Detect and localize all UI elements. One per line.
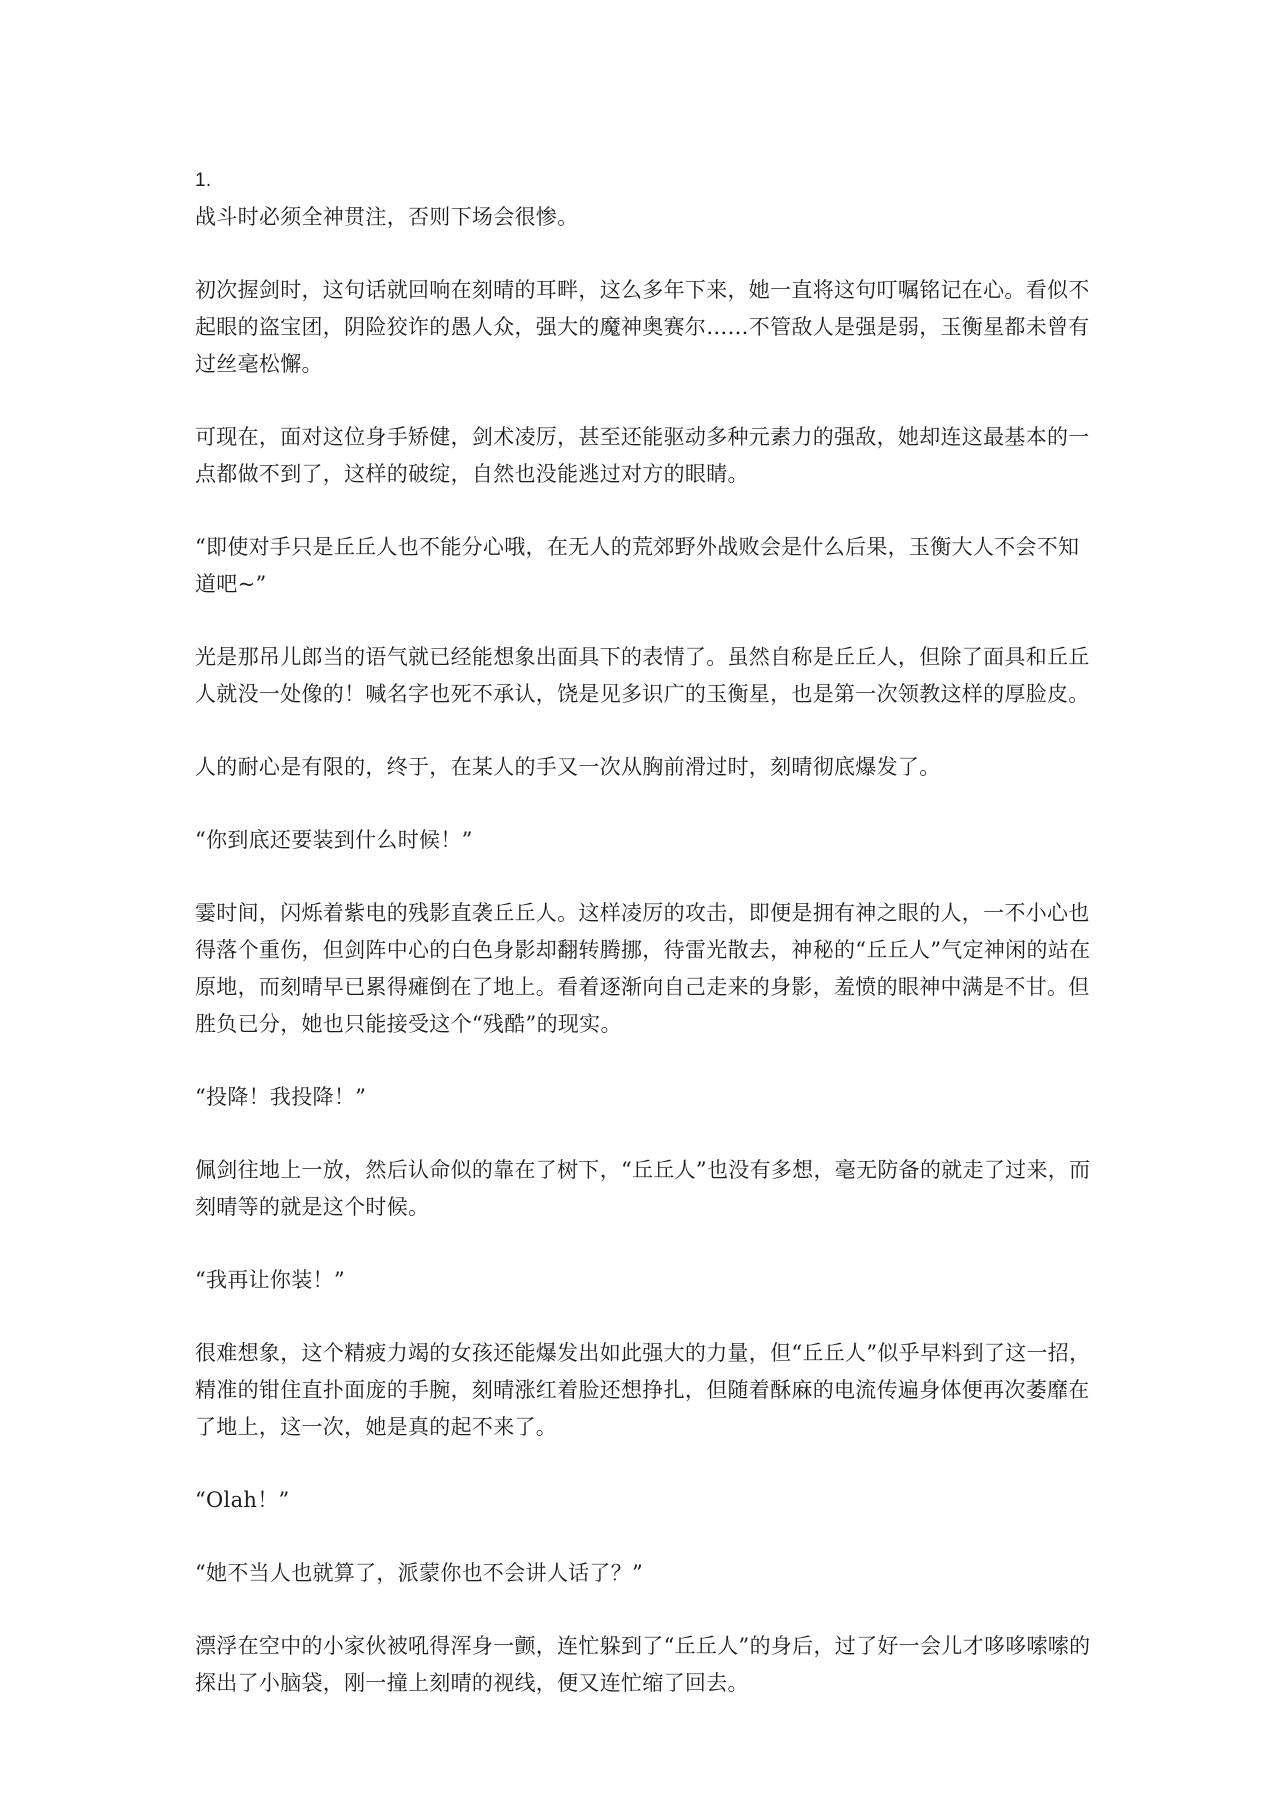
paragraph: 光是那吊儿郎当的语气就已经能想象出面具下的表情了。虽然自称是丘丘人，但除了面具和丘丘人就没一处像的！喊名字也死不承认，饶是见多识广的玉衡星，也是第一次领教这样的厚脸皮。 [195,645,1090,706]
paragraph: 可现在，面对这位身手矫健，剑术凌厉，甚至还能驱动多种元素力的强敌，她却连这最基本的一点都做不到了，这样的破绽，自然也没能逃过对方的眼睛。 [195,425,1090,486]
chapter-number: 1. [195,170,212,191]
paragraph: 佩剑往地上一放，然后认命似的靠在了树下，“丘丘人”也没有多想，毫无防备的就走了过来，而刻晴等的就是这个时候。 [195,1158,1091,1219]
paragraph: 漂浮在空中的小家伙被吼得浑身一颤，连忙躲到了“丘丘人”的身后，过了好一会儿才哆哆嗦嗦的探出了小脑袋，刚一撞上刻晴的视线，便又连忙缩了回去。 [195,1634,1091,1695]
paragraph: “她不当人也就算了，派蒙你也不会讲人话了？” [195,1561,644,1585]
paragraph: “你到底还要装到什么时候！” [195,828,473,852]
paragraph: 很难想象，这个精疲力竭的女孩还能爆发出如此强大的力量，但“丘丘人”似乎早料到了这一招，精准的钳住直扑面庞的手腕，刻晴涨红着脸还想挣扎，但随着酥麻的电流传遍身体便再次萎靡在了地上，这一次，她是真的起不来了。 [195,1341,1091,1439]
paragraph: 人的耐心是有限的，终于，在某人的手又一次从胸前滑过时，刻晴彻底爆发了。 [195,755,941,779]
paragraph: “Olah！” [195,1488,290,1512]
paragraph: “我再让你装！” [195,1268,345,1292]
document-body [195,162,1095,1738]
paragraph: “即使对手只是丘丘人也不能分心哦，在无人的荒郊野外战败会是什么后果，玉衡大人不会不知道吧~” [195,535,1080,596]
paragraph: 初次握剑时，这句话就回响在刻晴的耳畔，这么多年下来，她一直将这句叮嘱铭记在心。看似不起眼的盗宝团，阴险狡诈的愚人众，强大的魔神奥赛尔……不管敌人是强是弱，玉衡星都未曾有过丝毫松懈。 [195,278,1090,376]
paragraph: “投降！我投降！” [195,1085,367,1109]
paragraph: 战斗时必须全神贯注，否则下场会很惨。 [195,205,579,229]
paragraph: 霎时间，闪烁着紫电的残影直袭丘丘人。这样凌厉的攻击，即便是拥有神之眼的人，一不小心也得落个重伤，但剑阵中心的白色身影却翻转腾挪，待雷光散去，神秘的“丘丘人”气定神闲的站在原地，而刻晴早已累得瘫倒在了地上。看着逐渐向自己走来的身影，羞愤的眼神中满是不甘。但胜负已分，她也只能接受这个“残酷”的现实。 [195,901,1091,1036]
